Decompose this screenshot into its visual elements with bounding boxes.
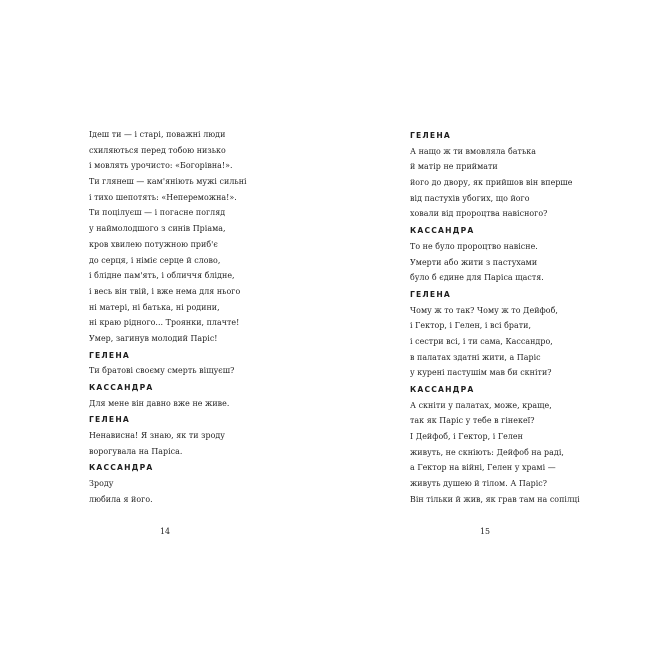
speaker-name: КАССАНДРА [410,385,475,394]
speaker-name: ГЕЛЕНА [89,350,130,360]
speaker-name: ГЕЛЕНА [410,131,451,140]
verse-line: у курені пастушім мав би скніти? [410,368,552,378]
speaker-name: КАССАНДРА [410,226,475,236]
verse-line: А скніти у палатах, може, краще, [410,400,552,410]
verse-line: і Гектор, і Гелен, і всі брати, [410,321,532,331]
verse-line: схиляються перед тобою низько [89,145,226,155]
speaker-name: ГЕЛЕНА [89,415,130,425]
verse-line: в палатах здатні жити, а Паріс [410,352,541,362]
verse-line: Умер, загинув молодий Паріс! [89,333,218,343]
verse-line: було б єдине для Паріса щастя. [410,273,544,283]
verse-line: Чому ж то так? Чому ж то Дейфоб, [410,305,558,315]
verse-line: а Гектор на війні, Гелен у храмі — [410,463,556,473]
speaker-name: ГЕЛЕНА [410,289,451,299]
verse-line: і тихо шепотять: «Непереможна!». [89,192,237,202]
verse-line: так як Паріс у тебе в гінекеї? [410,416,535,426]
verse-line: любила я його. [89,494,153,504]
dialogue-block [89,380,264,411]
verse-line: Для мене він давно вже не живе. [89,398,230,408]
verse-line: Умерти або жити з пастухами [410,257,538,267]
verse-line: Ти братові своєму смерть віщуєш? [89,366,235,376]
right-page [410,127,610,508]
page-number: 14 [160,527,171,536]
verse-line: Він тільки й жив, як грав там на сопілці [410,494,580,504]
dialogue-block [89,460,264,507]
verse-line: живуть, не скніють: Дейфоб на раді, [410,447,564,457]
dialogue-block [410,128,610,222]
verse-line: ворогувала на Паріса. [89,446,183,456]
verse-line: і весь він твій, і вже нема для нього [89,286,241,296]
verse-line: й матір не приймати [410,162,498,172]
verse-line: від пастухів убогих, що його [410,193,530,203]
dialogue-block [410,287,610,381]
verse-line: його до двору, як прийшов він вперше [410,178,573,188]
dialogue-block [89,348,264,379]
verse-line: у наймолодшого з синів Пріама, [89,224,226,234]
verse-line: ні матері, ні батька, ні родини, [89,302,220,312]
dialogue-block [410,382,610,508]
verse-line: і мовлять урочисто: «Богорівна!». [89,161,233,171]
left-page [89,127,264,508]
dialogue-block [89,412,264,459]
verse-line: Ідеш ти — і старі, поважні люди [89,130,226,139]
verse-line: кров хвилею потужною приб'є [89,239,218,249]
verse-line: живуть душею й тілом. А Паріс? [410,479,548,489]
verse-line: То не було пророцтво навісне. [410,241,538,251]
verse-line: А нащо ж ти вмовляла батька [410,146,537,156]
verse-line: Ти глянеш — кам'яніють мужі сильні [89,177,247,187]
verse-line: і блідне пам'ять, і обличчя блідне, [89,271,235,281]
verse-line: І Дейфоб, і Гектор, і Гелен [410,432,523,442]
verse-line: і сестри всі, і ти сама, Кассандро, [410,336,553,346]
verse-block [89,127,264,347]
page-number: 15 [480,527,491,536]
verse-line: Ти поцілуєш — і погасне погляд [89,208,226,218]
verse-line: до серця, і німіє серце й слово, [89,255,221,265]
verse-line: ні краю рідного... Троянки, плачте! [89,318,240,328]
verse-line: Ненависна! Я знаю, як ти зроду [89,431,225,441]
dialogue-block [410,223,610,286]
verse-line: ховали від пророцтва навісного? [410,209,548,219]
speaker-name: КАССАНДРА [89,463,154,473]
speaker-name: КАССАНДРА [89,383,154,392]
verse-line: Зроду [89,479,114,489]
